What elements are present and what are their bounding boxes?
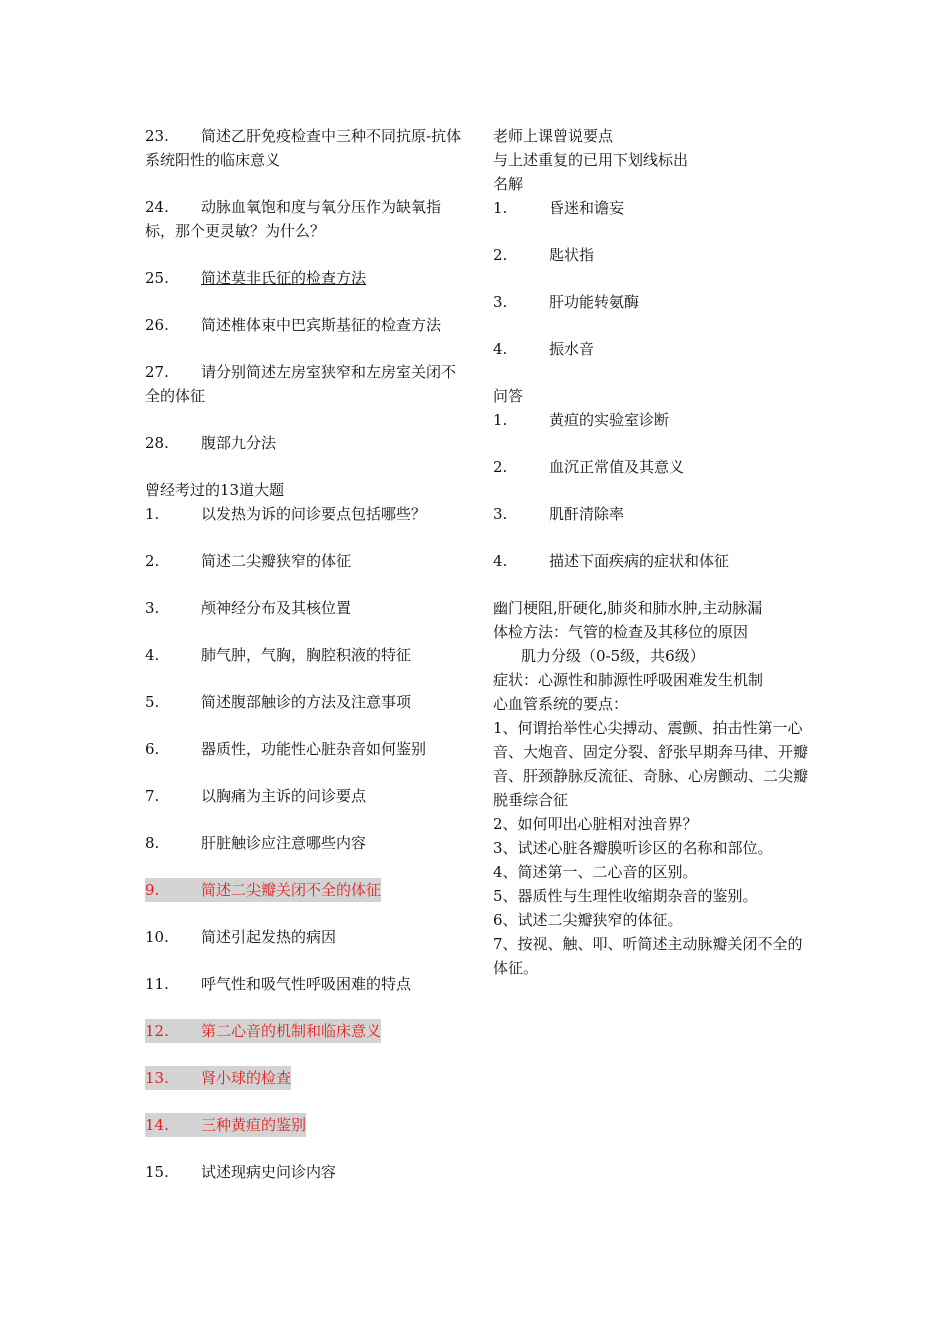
cv-point-7: 7、按视、触、叩、听简述主动脉瓣关闭不全的体征。 (493, 935, 803, 977)
exam-item-7 (145, 784, 463, 808)
exam-item-4 (145, 643, 463, 667)
qa-item-2 (493, 455, 813, 479)
exam-item-13-highlighted (145, 1066, 463, 1090)
item-number: 10. (145, 928, 169, 946)
question-23 (145, 124, 463, 172)
cv-point-2: 2、如何叩出心脏相对浊音界？ (493, 815, 698, 833)
item-text: 颅神经分布及其核位置 (201, 599, 352, 617)
item-number: 2. (493, 246, 508, 264)
question-27 (145, 360, 463, 408)
exam-item-15 (145, 1160, 463, 1184)
exam-item-5 (145, 690, 463, 714)
qa-item-4 (493, 549, 813, 573)
item-number: 13. (145, 1066, 201, 1090)
item-text: 以胸痛为主诉的问诊要点 (201, 787, 367, 805)
item-text-underlined: 简述莫非氏征的检查方法 (201, 269, 367, 287)
item-text: 肝功能转氨酶 (549, 293, 640, 311)
item-number: 8. (145, 834, 160, 852)
exam-item-2 (145, 549, 463, 573)
item-number: 7. (145, 787, 160, 805)
item-number: 6. (145, 740, 160, 758)
exam-item-11 (145, 972, 463, 996)
item-text: 三种黄疸的鉴别 (201, 1113, 306, 1137)
item-text: 简述乙肝免疫检查中三种不同抗原-抗体系统阳性的临床意义 (145, 127, 462, 169)
term-item-3 (493, 290, 813, 314)
item-number: 12. (145, 1019, 201, 1043)
item-text: 血沉正常值及其意义 (549, 458, 685, 476)
terms-heading: 名解 (493, 175, 524, 193)
item-text: 振水音 (549, 340, 595, 358)
item-text: 第二心音的机制和临床意义 (201, 1019, 381, 1043)
item-number: 1. (493, 411, 508, 429)
cv-point-4: 4、简述第一、二心音的区别。 (493, 863, 698, 881)
exam-item-12-highlighted (145, 1019, 463, 1043)
cv-point-3: 3、试述心脏各瓣膜听诊区的名称和部位。 (493, 839, 773, 857)
item-text: 肝脏触诊应注意哪些内容 (201, 834, 367, 852)
left-column (145, 124, 463, 1184)
item-text: 试述现病史问诊内容 (201, 1163, 337, 1181)
item-number: 24. (145, 198, 169, 216)
item-number: 15. (145, 1163, 169, 1181)
item-text: 描述下面疾病的症状和体征 (549, 552, 730, 570)
item-number: 3. (493, 293, 508, 311)
exam-item-14-highlighted (145, 1113, 463, 1137)
item-number: 25. (145, 269, 169, 287)
item-text: 请分别简述左房室狭窄和左房室关闭不全的体征 (145, 363, 457, 405)
item-text: 动脉血氧饱和度与氧分压作为缺氧指标，那个更灵敏？为什么？ (145, 198, 442, 240)
item-number: 9. (145, 878, 201, 902)
exam-item-6 (145, 737, 463, 761)
exam-item-1 (145, 502, 463, 526)
item-number: 11. (145, 975, 169, 993)
item-text: 肾小球的检查 (201, 1066, 291, 1090)
right-column (493, 124, 813, 980)
item-text: 腹部九分法 (201, 434, 277, 452)
item-text: 简述二尖瓣关闭不全的体征 (201, 878, 381, 902)
item-text: 以发热为诉的问诊要点包括哪些？ (201, 505, 427, 523)
cv-point-5: 5、器质性与生理性收缩期杂音的鉴别。 (493, 887, 758, 905)
question-25 (145, 266, 463, 290)
question-26 (145, 313, 463, 337)
exam-item-3 (145, 596, 463, 620)
underline-note: 与上述重复的已用下划线标出 (493, 151, 689, 169)
item-number: 1. (145, 505, 160, 523)
item-number: 1. (493, 199, 508, 217)
item-text: 黄疸的实验室诊断 (549, 411, 670, 429)
item-text: 肌酐清除率 (549, 505, 625, 523)
symptom-line: 症状：心源性和肺源性呼吸困难发生机制 (493, 671, 764, 689)
term-item-1 (493, 196, 813, 220)
item-number: 5. (145, 693, 160, 711)
item-number: 4. (493, 340, 508, 358)
exam-item-10 (145, 925, 463, 949)
qa-heading: 问答 (493, 387, 524, 405)
exam-heading: 曾经考过的13道大题 (145, 481, 285, 499)
exam-item-8 (145, 831, 463, 855)
item-text: 肺气肿，气胸，胸腔积液的特征 (201, 646, 412, 664)
item-text: 匙状指 (549, 246, 595, 264)
item-number: 26. (145, 316, 169, 334)
disease-list: 幽门梗阻,肝硬化,肺炎和肺水肿,主动脉漏 (493, 599, 763, 617)
item-number: 23. (145, 127, 169, 145)
item-number: 2. (493, 458, 508, 476)
item-text: 简述二尖瓣狭窄的体征 (201, 552, 352, 570)
item-number: 3. (145, 599, 160, 617)
item-number: 3. (493, 505, 508, 523)
item-number: 27. (145, 363, 169, 381)
exam-item-9-highlighted (145, 878, 463, 902)
item-number: 28. (145, 434, 169, 452)
term-item-2 (493, 243, 813, 267)
item-number: 4. (493, 552, 508, 570)
question-28 (145, 431, 463, 455)
item-text: 器质性，功能性心脏杂音如何鉴别 (201, 740, 427, 758)
item-number: 2. (145, 552, 160, 570)
item-text: 简述椎体束中巴宾斯基征的检查方法 (201, 316, 442, 334)
qa-item-3 (493, 502, 813, 526)
cv-point-1: 1、何谓抬举性心尖搏动、震颤、拍击性第一心音、大炮音、固定分裂、舒张早期奔马律、开瓣音、肝颈静脉反流征、奇脉、心房颤动、二尖瓣脱垂综合征 (493, 719, 809, 809)
item-number: 4. (145, 646, 160, 664)
cv-heading: 心血管系统的要点： (493, 695, 629, 713)
item-number: 14. (145, 1113, 201, 1137)
cv-point-6: 6、试述二尖瓣狭窄的体征。 (493, 911, 683, 929)
item-text: 简述腹部触诊的方法及注意事项 (201, 693, 412, 711)
muscle-grading: 肌力分级（0-5级，共6级） (521, 647, 705, 665)
item-text: 简述引起发热的病因 (201, 928, 337, 946)
exam-method: 体检方法：气管的检查及其移位的原因 (493, 623, 749, 641)
term-item-4 (493, 337, 813, 361)
item-text: 昏迷和谵妄 (549, 199, 625, 217)
question-24 (145, 195, 463, 243)
qa-item-1 (493, 408, 813, 432)
item-text: 呼气性和吸气性呼吸困难的特点 (201, 975, 412, 993)
teacher-note: 老师上课曾说要点 (493, 127, 614, 145)
